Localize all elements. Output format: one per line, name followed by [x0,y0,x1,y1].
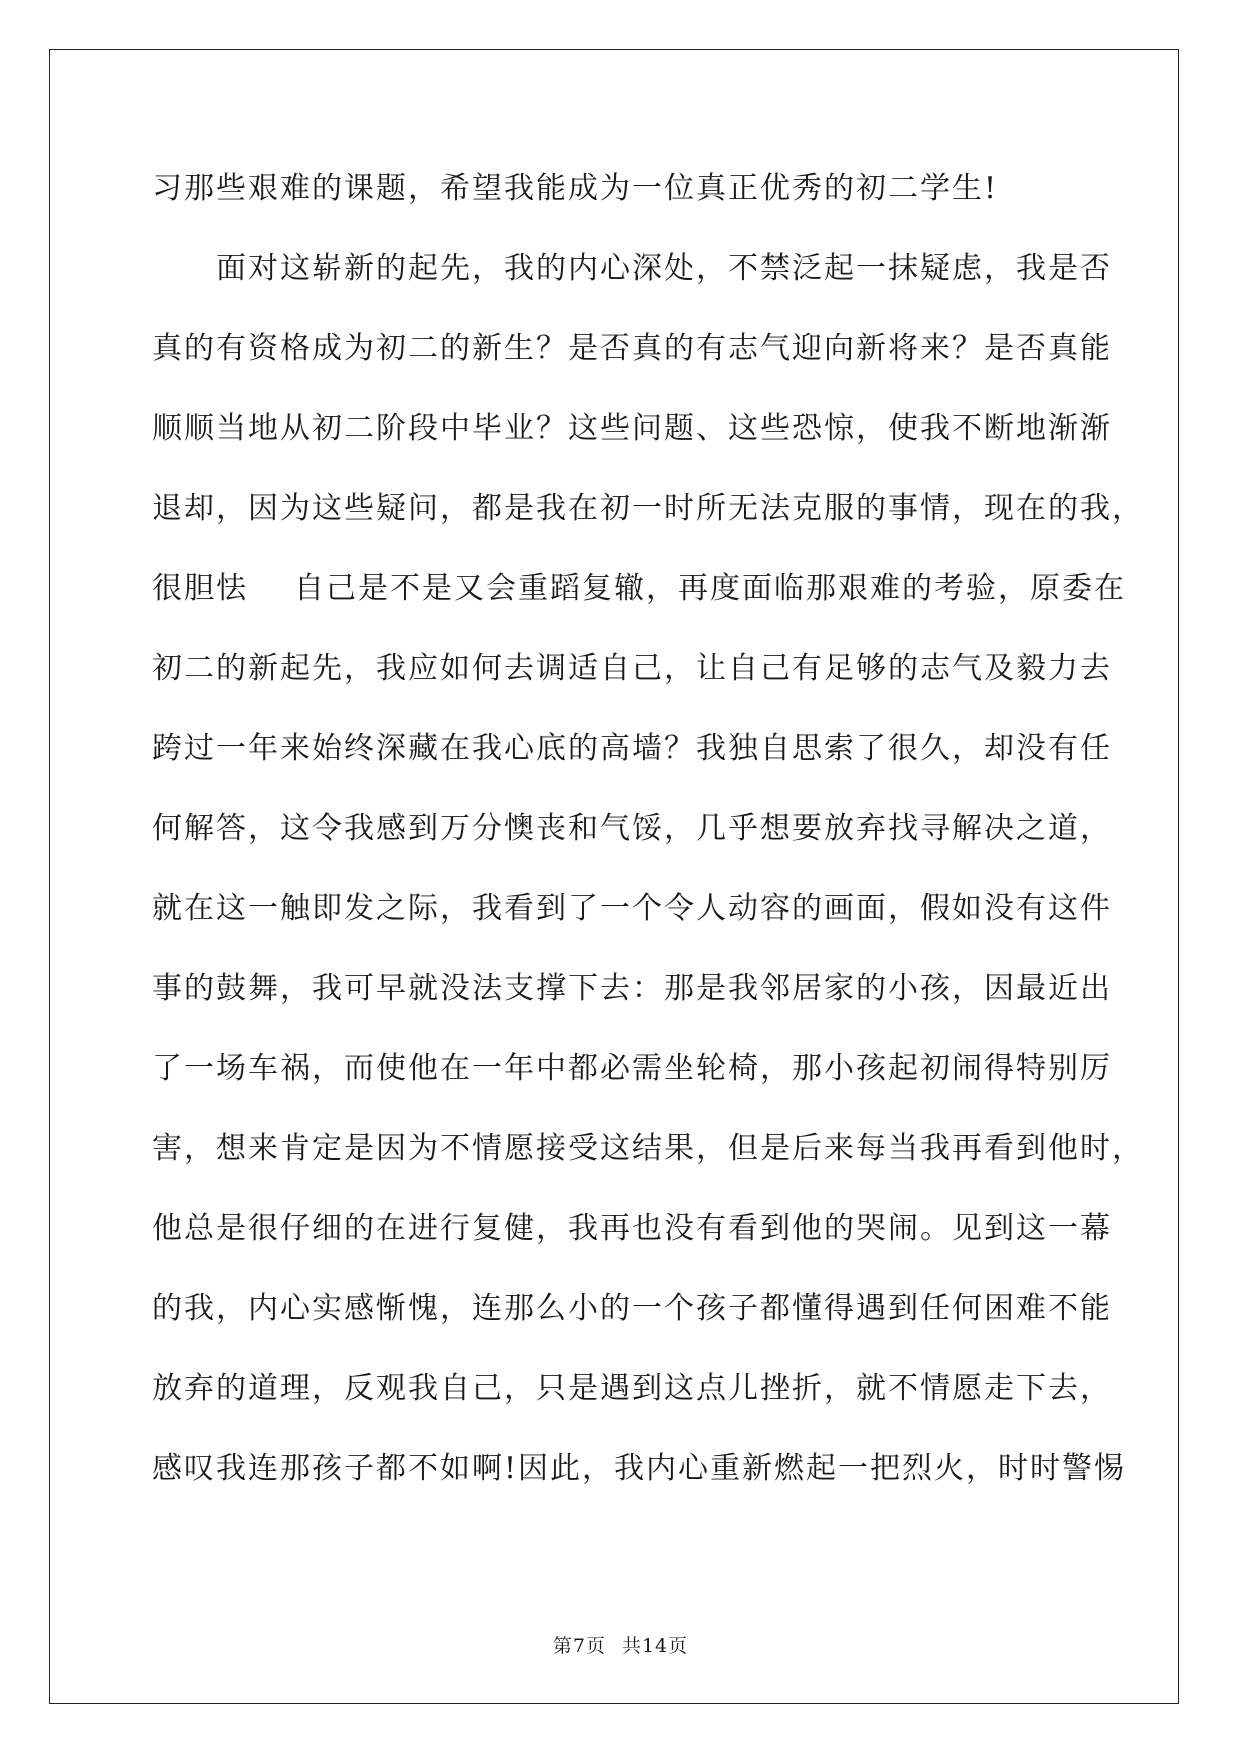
text-line: 真的有资格成为初二的新生？是否真的有志气迎向新将来？是否真能 [152,331,1112,366]
text-line: 习那些艰难的课题，希望我能成为一位真正优秀的初二学生! [152,171,999,206]
text-line: 初二的新起先，我应如何去调适自己，让自己有足够的志气及毅力去 [152,651,1112,686]
text-line: 退却，因为这些疑问，都是我在初一时所无法克服的事情，现在的我， [152,491,1144,526]
text-line-split [152,565,1126,645]
text-line: 的我，内心实感惭愧，连那么小的一个孩子都懂得遇到任何困难不能 [152,1291,1112,1326]
page-number-total: 共14页 [621,1635,689,1657]
text-line: 跨过一年来始终深藏在我心底的高墙？我独自思索了很久，却没有任 [152,731,1112,766]
text-line: 事的鼓舞，我可早就没法支撑下去：那是我邻居家的小孩，因最近出 [152,971,1112,1006]
text-line: 放弃的道理，反观我自己，只是遇到这点儿挫折，就不情愿走下去， [152,1371,1112,1406]
text-segment: 很胆怯 [152,571,248,606]
text-line: 面对这崭新的起先，我的内心深处，不禁泛起一抹疑虑，我是否 [152,251,1112,286]
page-footer [0,1631,1241,1658]
text-line: 就在这一触即发之际，我看到了一个令人动容的画面，假如没有这件 [152,891,1112,926]
text-segment: 自己是不是又会重蹈复辙，再度面临那艰难的考验，原委在 [294,571,1126,606]
text-line: 害，想来肯定是因为不情愿接受这结果，但是后来每当我再看到他时， [152,1131,1144,1166]
body-text [152,165,1144,1525]
text-line: 了一场车祸，而使他在一年中都必需坐轮椅，那小孩起初闹得特别厉 [152,1051,1112,1086]
text-line: 感叹我连那孩子都不如啊!因此，我内心重新燃起一把烈火，时时警惕 [152,1451,1127,1486]
text-line: 何解答，这令我感到万分懊丧和气馁，几乎想要放弃找寻解决之道， [152,811,1112,846]
text-line: 他总是很仔细的在进行复健，我再也没有看到他的哭闹。见到这一幕 [152,1211,1112,1246]
text-line: 顺顺当地从初二阶段中毕业？这些问题、这些恐惊，使我不断地渐渐 [152,411,1112,446]
page-number-current: 第7页 [552,1635,606,1657]
